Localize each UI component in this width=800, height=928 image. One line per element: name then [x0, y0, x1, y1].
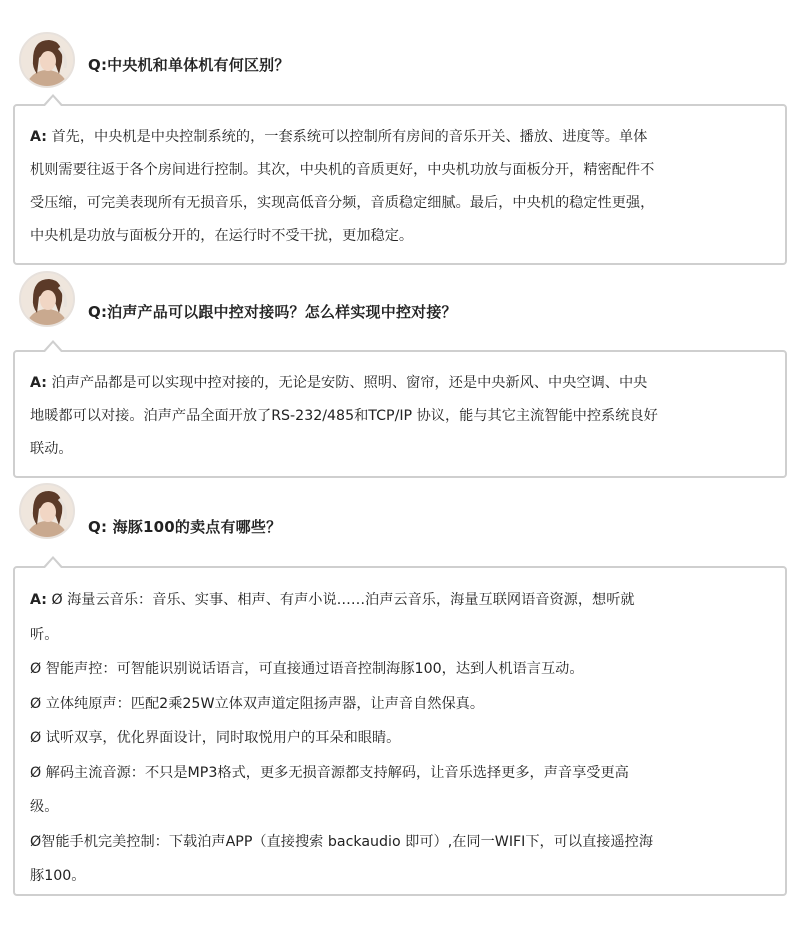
question-text: Q: 海豚100的卖点有哪些？	[88, 518, 282, 536]
answer-text: A: Ø 海量云音乐：音乐、实事、相声、有声小说……泊声云音乐，海量互联网语音资源，想听就 听。 Ø 智能声控：可智能识别说话语言，可直接通过语音控制海豚100，达到人机语言互动。 Ø 立体纯原声：匹配2乘25W立体双声道定阻扬声器，让声音自然保真。 Ø 试听双享，优化界面设计，同时取悦用户的耳朵和眼睛。 Ø 解码主流音源：不只是MP3格式，更多无损音源都支持解码，让音乐选择更多，声音享受更高 级。 Ø智能手机完美控制：下载泊声APP（直接搜索 backaudio 即可）,在同一WIFI下，可以直接遥控海 豚100。	[30, 592, 654, 884]
avatar	[19, 32, 75, 88]
speech-bubble-tail	[43, 94, 63, 105]
question-text: Q:泊声产品可以跟中控对接吗？怎么样实现中控对接？	[88, 303, 457, 321]
avatar	[19, 483, 75, 539]
answer-box	[13, 350, 787, 478]
question-text: Q:中央机和单体机有何区别？	[88, 56, 290, 74]
answer-text: A: 首先，中央机是中央控制系统的，一套系统可以控制所有房间的音乐开关、播放、进度等。单体 机则需要往返于各个房间进行控制。其次，中央机的音质更好，中央机功放与面板分开，精密配件不 受压缩，可完美表现所有无损音乐，实现高低音分频，音质稳定细腻。最后，中央机的稳定性更强， 中央机是功放与面板分开的，在运行时不受干扰，更加稳定。	[30, 129, 655, 244]
speech-bubble-tail	[43, 340, 63, 351]
answer-box	[13, 566, 787, 896]
answer-text: A: 泊声产品都是可以实现中控对接的，无论是安防、照明、窗帘，还是中央新风、中央空调、中央 地暖都可以对接。泊声产品全面开放了RS-232/485和TCP/IP 协议，能与其它主流智能中控系统良好 联动。	[30, 375, 658, 457]
avatar	[19, 271, 75, 327]
speech-bubble-tail	[43, 556, 63, 567]
answer-box	[13, 104, 787, 265]
